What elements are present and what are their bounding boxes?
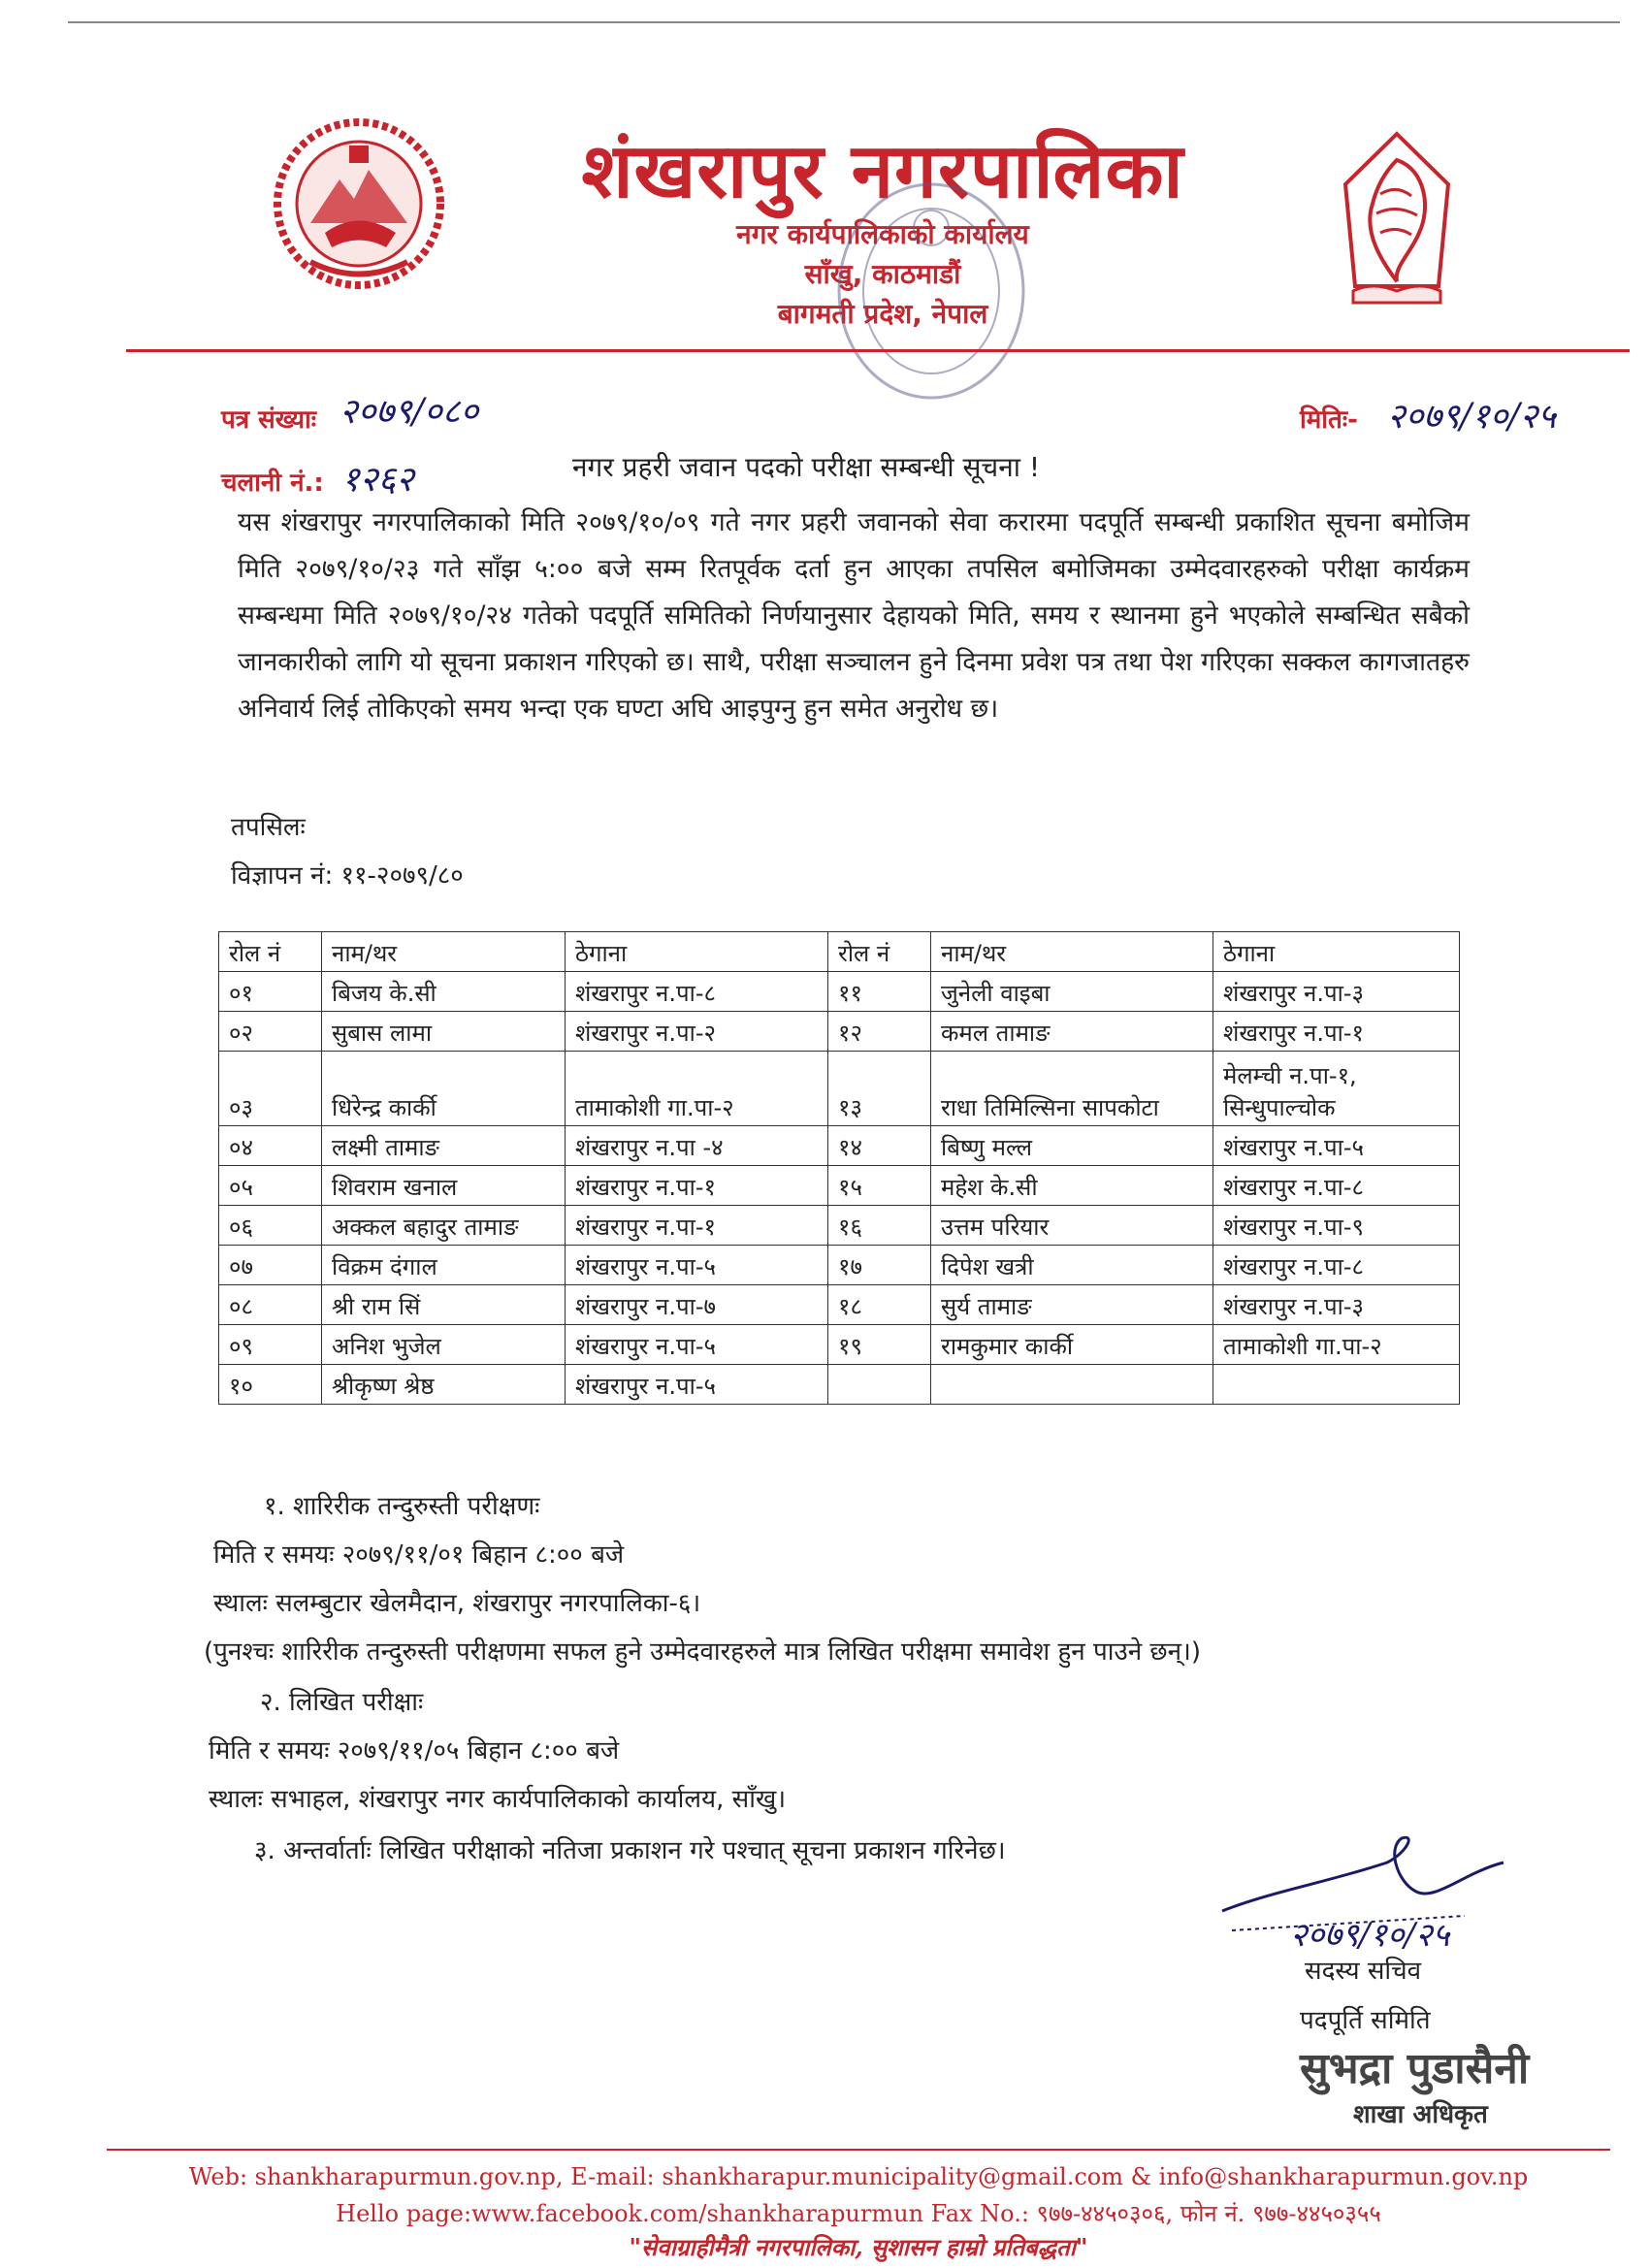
column-header: ठेगाना xyxy=(1213,932,1460,972)
municipality-title: शंखरापुर नगरपालिका xyxy=(581,127,1184,215)
table-cell: तामाकोशी गा.पा-२ xyxy=(1213,1325,1460,1365)
table-cell: ११ xyxy=(828,972,931,1012)
table-cell: श्री राम सिं xyxy=(322,1285,566,1325)
table-cell: १६ xyxy=(828,1206,931,1246)
physical-test-time: मिति र समयः २०७९/११/०१ बिहान ८:०० बजे xyxy=(213,1540,625,1570)
written-test-time: मिति र समयः २०७९/११/०५ बिहान ८:०० बजे xyxy=(209,1736,620,1766)
table-row xyxy=(219,1126,1460,1166)
physical-test-title: १. शारिरीक तन्दुरुस्ती परीक्षणः xyxy=(264,1492,540,1521)
table-cell: ०६ xyxy=(219,1206,322,1246)
table-cell: शंखरापुर न.पा-९ xyxy=(1213,1206,1460,1246)
date-value: २०७९/१०/२५ xyxy=(1387,397,1557,437)
office-stamp-icon xyxy=(834,175,1028,407)
table-row xyxy=(219,1012,1460,1052)
table-cell: शंखरापुर न.पा-८ xyxy=(566,972,828,1012)
table-cell: महेश के.सी xyxy=(931,1166,1213,1206)
table-cell: रामकुमार कार्की xyxy=(931,1325,1213,1365)
table-cell: ०७ xyxy=(219,1246,322,1285)
physical-test-place: स्थालः सलम्बुटार खेलमैदान, शंखरापुर नगरपालिका-६। xyxy=(213,1589,701,1618)
table-cell: १४ xyxy=(828,1126,931,1166)
table-cell: शंखरापुर न.पा-८ xyxy=(1213,1246,1460,1285)
table-cell: ०१ xyxy=(219,972,322,1012)
table-cell: मेलम्ची न.पा-१, सिन्धुपाल्चोक xyxy=(1213,1052,1460,1126)
table-cell: दिपेश खत्री xyxy=(931,1246,1213,1285)
table-cell: शंखरापुर न.पा-३ xyxy=(1213,1285,1460,1325)
table-cell: १० xyxy=(219,1365,322,1405)
table-row xyxy=(219,1206,1460,1246)
table-cell: ०५ xyxy=(219,1166,322,1206)
table-cell: शंखरापुर न.पा-१ xyxy=(566,1166,828,1206)
ref-number-value: २०७९/०८० xyxy=(340,392,479,432)
table-cell: जुनेली वाइबा xyxy=(931,972,1213,1012)
physical-test-note: (पुनश्चः शारिरीक तन्दुरुस्ती परीक्षणमा सफल हुने उम्मेदवारहरुले मात्र लिखित परीक्षमा समावेश हुन पाउने छन्।) xyxy=(204,1637,1202,1667)
table-cell xyxy=(931,1365,1213,1405)
header-divider xyxy=(126,349,1630,352)
column-header: रोल नं xyxy=(828,932,931,972)
table-cell: तामाकोशी गा.पा-२ xyxy=(566,1052,828,1126)
table-cell: १९ xyxy=(828,1325,931,1365)
footer-contact-phone: Hello page:www.facebook.com/shankharapurmun Fax No.: ९७७-४४५०३०६, फोन नं. ९७७-४४५०३५५ xyxy=(336,2200,1381,2227)
notice-body: यस शंखरापुर नगरपालिकाको मिति २०७९/१०/०९ गते नगर प्रहरी जवानको सेवा करारमा पदपूर्ति सम्बन्धी प्रकाशित सूचना बमोजिम मिति २०७९/१०/२३ गते साँझ ५:०० बजे सम्म रितपूर्वक दर्ता हुन आएका तपसिल बमोजिमका उम्मेदवारहरुको परीक्षा कार्यक्रम सम्बन्धमा मिति २०७९/१०/२४ गतेको पदपूर्ति समितिको निर्णयानुसार देहायको मिति, समय र स्थानमा हुने भएकोले सम्बन्धित सबैको जानकारीको लागि यो सूचना प्रकाशन गरिएको छ। साथै, परीक्षा सञ्चालन हुने दिनमा प्रवेश पत्र तथा पेश गरिएका सक्कल कागजातहरु अनिवार्य लिई तोकिएको समय भन्दा एक घण्टा अघि आइपुग्नु हुन समेत अनुरोध छ। xyxy=(238,507,1470,724)
office-location: साँखु, काठमाडौं xyxy=(804,258,961,290)
footer-slogan: "सेवाग्राहीमैत्री नगरपालिका, सुशासन हाम्रो प्रतिबद्धता" xyxy=(629,2233,1088,2261)
table-cell: १७ xyxy=(828,1246,931,1285)
table-row xyxy=(219,1052,1460,1126)
column-header: रोल नं xyxy=(219,932,322,972)
table-cell: शंखरापुर न.पा-५ xyxy=(1213,1126,1460,1166)
table-row xyxy=(219,1285,1460,1325)
table-cell: ०२ xyxy=(219,1012,322,1052)
written-test-title: २. लिखित परीक्षाः xyxy=(260,1688,424,1717)
officer-name: सुभद्रा पुडासैनी xyxy=(1300,2044,1530,2093)
table-cell: १२ xyxy=(828,1012,931,1052)
table-row xyxy=(219,972,1460,1012)
table-cell: बिष्णु मल्ल xyxy=(931,1126,1213,1166)
dispatch-number-label: चलानी नं.: xyxy=(221,469,324,498)
office-name: नगर कार्यपालिकाको कार्यालय xyxy=(736,218,1029,250)
interview-note: ३. अन्तर्वार्ताः लिखित परीक्षाको नतिजा प्रकाशन गरे पश्चात् सूचना प्रकाशन गरिनेछ। xyxy=(254,1836,1006,1865)
member-secretary: सदस्य सचिव xyxy=(1305,1957,1422,1986)
table-cell: शंखरापुर न.पा-५ xyxy=(566,1325,828,1365)
details-label: तपसिलः xyxy=(231,813,306,842)
footer-divider xyxy=(107,2149,1610,2151)
table-row xyxy=(219,1365,1460,1405)
table-cell: शंखरापुर न.पा-१ xyxy=(1213,1012,1460,1052)
table-cell: अनिश भुजेल xyxy=(322,1325,566,1365)
table-cell: उत्तम परियार xyxy=(931,1206,1213,1246)
committee-name: पदपूर्ति समिति xyxy=(1300,2006,1431,2035)
notice-heading: नगर प्रहरी जवान पदको परीक्षा सम्बन्धी सूचना ! xyxy=(572,451,1041,483)
table-cell: विक्रम दंगाल xyxy=(322,1246,566,1285)
table-cell: धिरेन्द्र कार्की xyxy=(322,1052,566,1126)
table-cell: बिजय के.सी xyxy=(322,972,566,1012)
table-cell: शंखरापुर न.पा -४ xyxy=(566,1126,828,1166)
table-cell: १३ xyxy=(828,1052,931,1126)
conch-emblem-icon xyxy=(1334,126,1460,310)
table-cell xyxy=(1213,1365,1460,1405)
table-cell: कमल तामाङ xyxy=(931,1012,1213,1052)
table-cell: ०९ xyxy=(219,1325,322,1365)
table-cell: लक्ष्मी तामाङ xyxy=(322,1126,566,1166)
written-test-place: स्थालः सभाहल, शंखरापुर नगर कार्यपालिकाको कार्यालय, साँखु। xyxy=(209,1785,787,1814)
table-cell: ०८ xyxy=(219,1285,322,1325)
table-cell: शंखरापुर न.पा-३ xyxy=(1213,972,1460,1012)
table-cell: सुर्य तामाङ xyxy=(931,1285,1213,1325)
nepal-emblem-icon xyxy=(272,116,446,291)
ref-number-label: पत्र संख्याः xyxy=(221,405,317,435)
column-header: ठेगाना xyxy=(566,932,828,972)
top-border-line xyxy=(68,21,1620,23)
table-cell: सुबास लामा xyxy=(322,1012,566,1052)
table-row xyxy=(219,1325,1460,1365)
table-cell: शंखरापुर न.पा-८ xyxy=(1213,1166,1460,1206)
table-cell: अक्कल बहादुर तामाङ xyxy=(322,1206,566,1246)
advertisement-number: विज्ञापन नं: ११-२०७९/८० xyxy=(231,861,464,891)
table-header-row xyxy=(219,932,1460,972)
signature-date: २०७९/१०/२५ xyxy=(1290,1916,1450,1955)
table-cell: १८ xyxy=(828,1285,931,1325)
office-province: बागमती प्रदेश, नेपाल xyxy=(777,298,988,330)
table-cell: ०४ xyxy=(219,1126,322,1166)
table-cell: राधा तिमिल्सिना सापकोटा xyxy=(931,1052,1213,1126)
table-cell: शंखरापुर न.पा-७ xyxy=(566,1285,828,1325)
table-cell xyxy=(828,1365,931,1405)
table-cell: ०३ xyxy=(219,1052,322,1126)
table-cell: शंखरापुर न.पा-१ xyxy=(566,1206,828,1246)
table-cell: श्रीकृष्ण श्रेष्ठ xyxy=(322,1365,566,1405)
officer-title: शाखा अधिकृत xyxy=(1353,2100,1488,2129)
column-header: नाम/थर xyxy=(931,932,1213,972)
table-row xyxy=(219,1166,1460,1206)
table-cell: १५ xyxy=(828,1166,931,1206)
table-cell: शंखरापुर न.पा-२ xyxy=(566,1012,828,1052)
footer-contact-web: Web: shankharapurmun.gov.np, E-mail: shankharapur.municipality@gmail.com & info@shankharapurmun.gov.np xyxy=(188,2163,1529,2190)
date-label: मितिः- xyxy=(1300,405,1358,435)
candidate-table xyxy=(218,931,1460,1405)
dispatch-number-value: १२६२ xyxy=(341,460,414,500)
table-cell: शंखरापुर न.पा-५ xyxy=(566,1246,828,1285)
table-cell: शंखरापुर न.पा-५ xyxy=(566,1365,828,1405)
column-header: नाम/थर xyxy=(322,932,566,972)
table-cell: शिवराम खनाल xyxy=(322,1166,566,1206)
table-row xyxy=(219,1246,1460,1285)
